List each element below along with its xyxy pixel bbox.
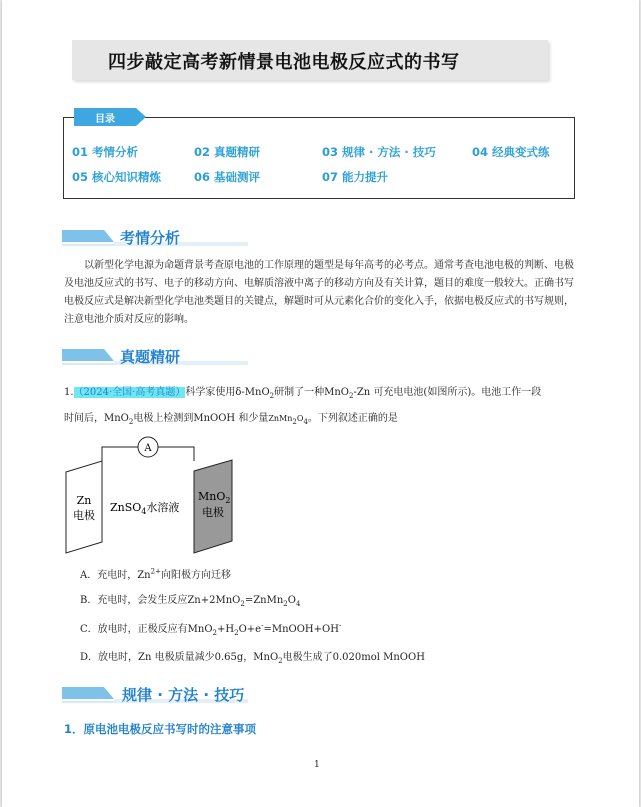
section-header-methods (62, 687, 248, 707)
ammeter-label: A (144, 443, 152, 454)
page-number: 1 (314, 760, 320, 770)
zn-label-2: 电极 (73, 509, 95, 522)
toc-item-5[interactable]: 05 核心知识精炼 (72, 170, 162, 184)
solution-label (110, 500, 179, 516)
subscript: 2 (278, 657, 283, 665)
option-b[interactable] (80, 591, 300, 608)
question-number: 1. (64, 387, 74, 398)
option-text: MnO (187, 624, 213, 635)
option-text: B．充电时，会发生反应 (80, 595, 188, 606)
subscript: 4 (303, 418, 308, 426)
subscript: 4 (141, 507, 147, 516)
subscript: 2 (269, 392, 275, 400)
section-title-exam: 真题精研 (120, 348, 181, 366)
superscript: - (261, 621, 264, 630)
document-title: 四步敲定高考新情景电池电极反应式的书写 (108, 52, 460, 73)
question-line-2 (64, 409, 398, 426)
section-header-exam (62, 349, 248, 369)
option-text: 电极生成了0.020mol MnOOH (282, 652, 425, 663)
option-text: +H (217, 624, 235, 635)
question-text: -Zn 可充电电池(如图所示)。电池工作一段 (353, 387, 542, 398)
option-text: 向阳极方向迁移 (160, 570, 231, 581)
question-text: ZnMn (268, 414, 293, 423)
subscript: 2 (234, 629, 239, 637)
option-a[interactable] (80, 566, 231, 581)
section-header-analysis (62, 230, 248, 250)
question-text: 时间后，MnO (64, 413, 129, 424)
subheading: 1．原电池电极反应书写时的注意事项 (64, 722, 256, 736)
toc-item-7[interactable]: 07 能力提升 (322, 170, 389, 184)
toc-item-2[interactable]: 02 真题精研 (194, 145, 261, 159)
analysis-paragraph: 以新型化学电源为命题背景考查原电池的工作原理的题型是每年高考的必考点。通常考查电池电极的判断、电极及电池反应式的书写、电子的移动方向、电解质溶液中离子的移动方向及有关计算，题目的难度一般较大。正确书写电极反应式是解决新型化学电池类题目的关键点，解题时可从元素化合价的变化入手，依据电极反应式的书写规则，注意电池介质对反应的影响。 (64, 260, 574, 325)
question-text: 研制了一种MnO (274, 387, 349, 398)
section-title-analysis: 考情分析 (120, 229, 181, 247)
option-text: C．放电时，正极反应有 (80, 624, 188, 635)
option-text: Zn+2MnO (187, 595, 241, 606)
option-c[interactable] (80, 620, 341, 637)
subscript: 2 (212, 629, 218, 637)
subscript: 2 (240, 600, 245, 608)
toc-item-3[interactable]: 03 规律 · 方法 · 技巧 (322, 145, 436, 159)
question-line-1 (64, 383, 541, 400)
subscript: 4 (295, 600, 301, 608)
superscript: 2+ (150, 567, 161, 576)
question-text: 。下列叙述正确的是 (307, 413, 398, 424)
toc-item-1[interactable]: 01 考情分析 (72, 145, 139, 159)
option-text: Zn (137, 570, 151, 581)
question-text: O (296, 414, 304, 423)
subscript: 2 (283, 600, 288, 608)
option-text: D．放电时， (80, 652, 139, 663)
solution-name: 水溶液 (146, 501, 180, 514)
mno2-label-2: 电极 (202, 506, 224, 519)
document-page (2, 0, 639, 807)
solution-formula: ZnSO (110, 501, 142, 514)
subscript: 2 (128, 418, 134, 426)
toc-item-4[interactable]: 04 经典变式练 (472, 145, 550, 159)
zn-label-1: Zn (76, 494, 92, 507)
subscript: 2 (292, 418, 297, 426)
option-text: O (287, 595, 296, 606)
question-source-badge: （2024·全国·高考真题） (73, 387, 186, 398)
option-text: A．充电时， (80, 570, 138, 581)
question-text: 电极上检测到MnOOH 和少量 (133, 413, 269, 424)
question-text: 科学家使用δ-MnO (185, 387, 270, 398)
option-text: =ZnMn (244, 595, 284, 606)
mno2-formula: MnO (198, 490, 226, 503)
section-title-methods: 规律 · 方法 · 技巧 (122, 686, 245, 704)
zn-electrode (66, 461, 102, 553)
superscript: - (338, 621, 342, 630)
option-text: O+e (238, 624, 262, 635)
option-text: Zn 电极质量减少0.65g， (138, 652, 254, 663)
toc-item-6[interactable]: 06 基础测评 (194, 170, 261, 184)
title-banner (72, 40, 548, 80)
toc-tab-label: 目录 (95, 114, 115, 125)
toc-tab (74, 108, 144, 126)
table-of-contents (63, 114, 575, 199)
option-text: =MnOOH+OH (263, 624, 339, 635)
option-d[interactable] (80, 648, 425, 665)
battery-diagram (64, 436, 244, 554)
subscript: 2 (349, 392, 354, 400)
subscript: 2 (225, 496, 231, 505)
option-text: MnO (253, 652, 279, 663)
